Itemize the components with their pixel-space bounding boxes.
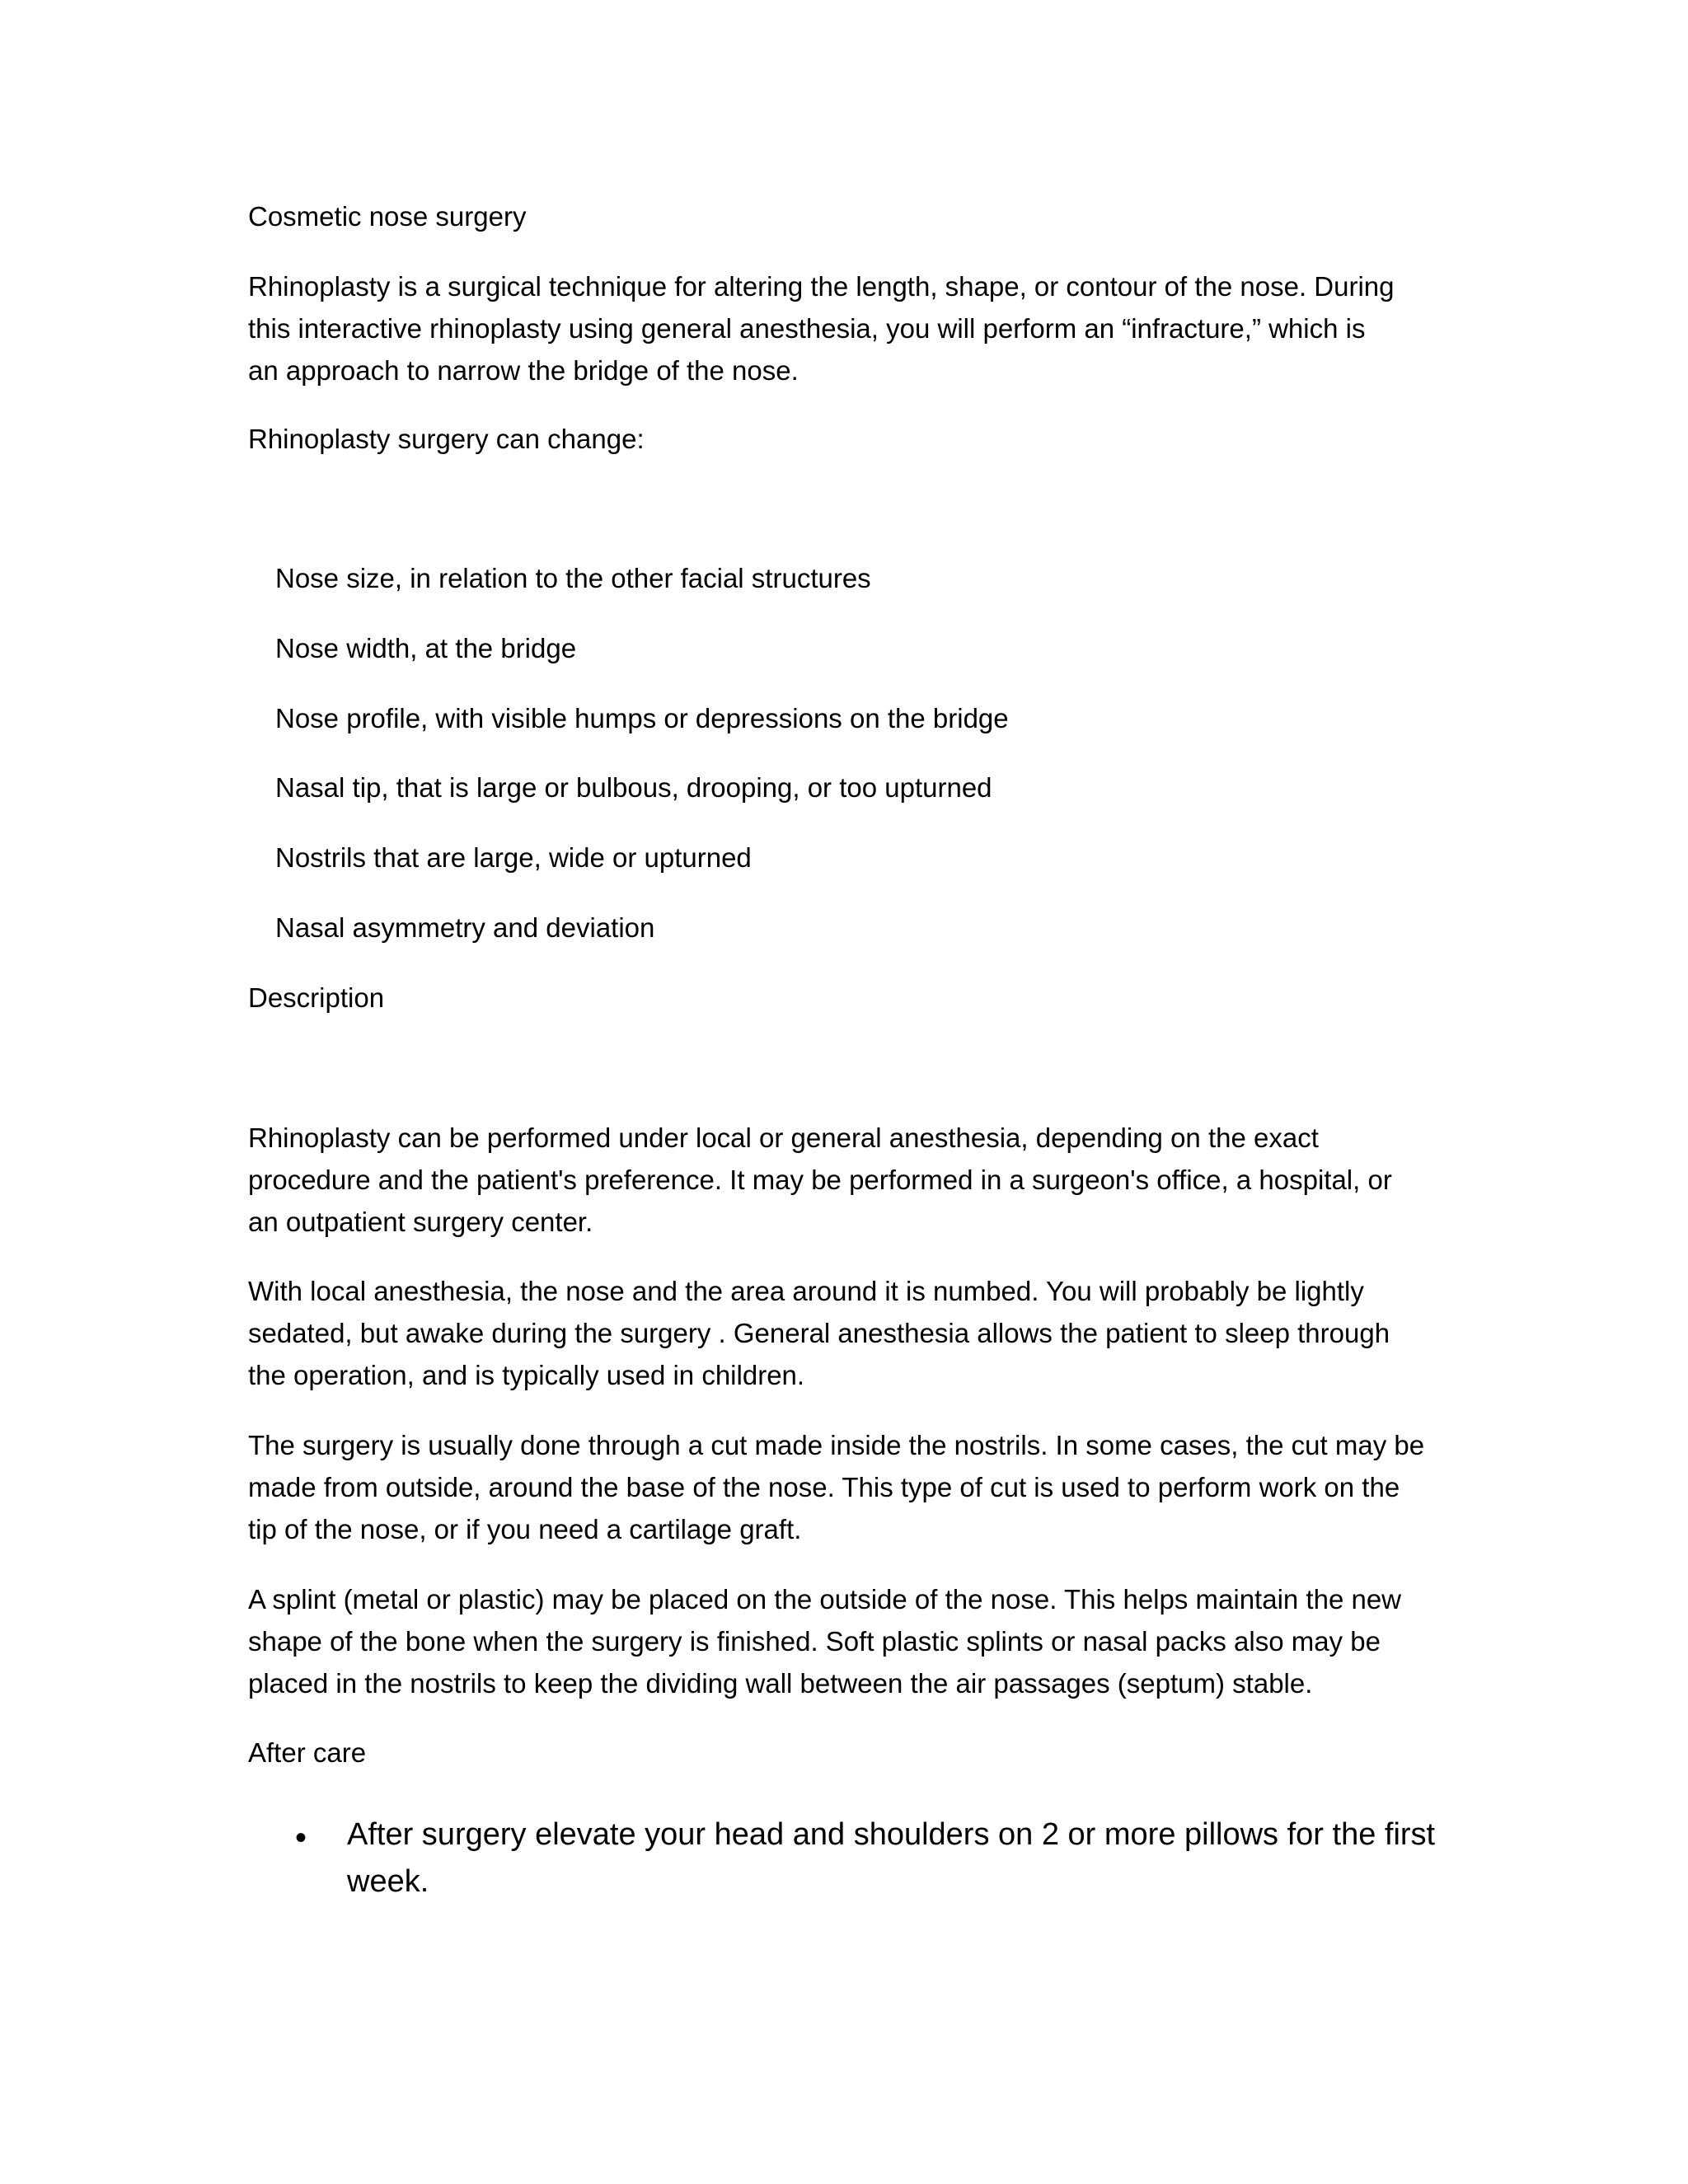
bullet-icon: • xyxy=(295,1820,307,1856)
paragraph-line: Rhinoplasty can be performed under local or general anesthesia, depending on the exact xyxy=(248,1122,1319,1153)
change-item: Nose profile, with visible humps or depressions on the bridge xyxy=(275,703,1009,733)
paragraph-line: made from outside, around the base of the nose. This type of cut is used to perform work on the xyxy=(248,1472,1400,1502)
intro-paragraph xyxy=(248,265,1443,391)
change-item: Nose width, at the bridge xyxy=(275,633,577,663)
intro-line: this interactive rhinoplasty using general anesthesia, you will perform an “infracture,” which is xyxy=(248,313,1366,344)
paragraph-line: an outpatient surgery center. xyxy=(248,1207,593,1237)
intro-line: an approach to narrow the bridge of the nose. xyxy=(248,355,799,386)
change-item: Nasal asymmetry and deviation xyxy=(275,912,655,943)
aftercare-item-line: week. xyxy=(347,1864,429,1899)
paragraph-line: the operation, and is typically used in children. xyxy=(248,1360,805,1390)
aftercare-heading: After care xyxy=(248,1737,367,1768)
aftercare-item-line: After surgery elevate your head and shoulders on 2 or more pillows for the first xyxy=(347,1817,1436,1852)
paragraph-line: procedure and the patient's preference. It may be performed in a surgeon's office, a hospital, or xyxy=(248,1165,1392,1195)
paragraph-line: placed in the nostrils to keep the dividing wall between the air passages (septum) stable. xyxy=(248,1668,1313,1699)
paragraph-line: A splint (metal or plastic) may be placed on the outside of the nose. This helps maintain the new xyxy=(248,1584,1402,1615)
intro-line: Rhinoplasty is a surgical technique for altering the length, shape, or contour of the nose. During xyxy=(248,271,1395,302)
document-title: Cosmetic nose surgery xyxy=(248,201,527,232)
change-heading: Rhinoplasty surgery can change: xyxy=(248,424,645,454)
paragraph-line: tip of the nose, or if you need a cartilage graft. xyxy=(248,1514,802,1544)
description-paragraph xyxy=(248,1270,1443,1396)
paragraph-line: With local anesthesia, the nose and the area around it is numbed. You will probably be lightly xyxy=(248,1276,1364,1306)
change-item: Nose size, in relation to the other facial structures xyxy=(275,563,871,593)
paragraph-line: The surgery is usually done through a cut made inside the nostrils. In some cases, the cut may be xyxy=(248,1430,1425,1460)
description-paragraph xyxy=(248,1424,1443,1550)
aftercare-item-text xyxy=(347,1811,1451,1905)
description-paragraph xyxy=(248,1578,1443,1704)
paragraph-line: shape of the bone when the surgery is finished. Soft plastic splints or nasal packs also may be xyxy=(248,1626,1381,1657)
change-item: Nasal tip, that is large or bulbous, drooping, or too upturned xyxy=(275,772,992,803)
change-item: Nostrils that are large, wide or upturned xyxy=(275,842,752,873)
description-heading: Description xyxy=(248,982,385,1013)
description-paragraph xyxy=(248,1117,1443,1243)
paragraph-line: sedated, but awake during the surgery . General anesthesia allows the patient to sleep through xyxy=(248,1318,1390,1348)
